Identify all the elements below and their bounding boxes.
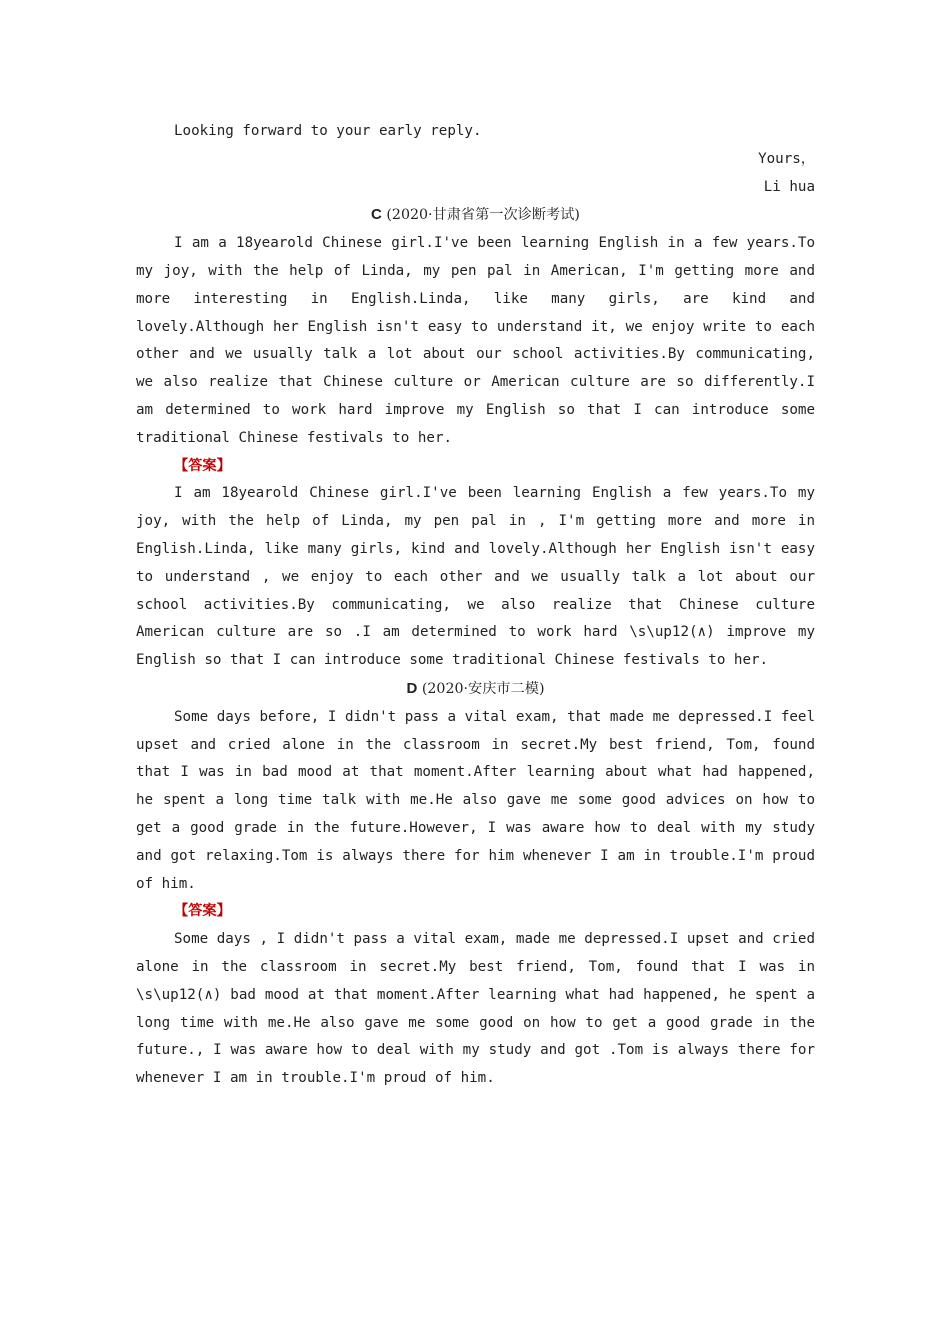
section-d-heading [136, 675, 815, 704]
section-d-source: (2020·安庆市二模) [421, 680, 545, 697]
letter-signature: Li hua [763, 178, 815, 195]
section-c-answer-label: 【答案】 [174, 457, 231, 474]
section-d-passage: Some days before, I didn't pass a vital exam, that made me depressed.I feel upset and cried alone in the classroom in secret.My best friend, Tom, found that I was in bad mood at that moment.After learning about what had happened, he spent a long time talk with me.He also gave me some good advices on how to get a good grade in the future.However, I was aware how to deal with my study and got relaxing.Tom is always there for him whenever I am in trouble.I'm proud of him. [136, 708, 815, 892]
section-c-source: (2020·甘肃省第一次诊断考试) [386, 207, 580, 224]
section-c-heading [136, 201, 815, 230]
section-d-letter: D [406, 679, 418, 697]
document-page [136, 118, 815, 1093]
section-c-passage: I am a 18yearold Chinese girl.I've been learning English in a few years.To my joy, with the help of Linda, my pen pal in American, I'm getting more and more interesting in English.Linda, like many girls, are kind and lovely.Although her English isn't easy to understand it, we enjoy write to each other and we usually talk a lot about our school activities.By communicating, we also realize that Chinese culture or American culture are so differently.I am determined to work hard improve my English so that I can introduce some traditional Chinese festivals to her. [136, 235, 815, 446]
section-d-answer-label: 【答案】 [174, 903, 231, 920]
section-d-answer: Some days , I didn't pass a vital exam, made me depressed.I upset and cried alone in the classroom in secret.My best friend, Tom, found that I was in \s\up12(∧) bad mood at that moment.After learning what had happened, he spent a long time with me.He also gave me some good on how to get a good grade in the future., I was aware how to deal with my study and got .Tom is always there for whenever I am in trouble.I'm proud of him. [136, 931, 815, 1087]
section-c-letter: C [371, 206, 382, 224]
section-c-answer: I am 18yearold Chinese girl.I've been learning English a few years.To my joy, with the help of Linda, my pen pal in , I'm getting more and more in English.Linda, like many girls, kind and lovely.Although her English isn't easy to understand , we enjoy to each other and we usually talk a lot about our school activities.By communicating, we also realize that Chinese culture American culture are so .I am determined to work hard \s\up12(∧) improve my English so that I can introduce some traditional Chinese festivals to her. [136, 485, 815, 669]
letter-closing-line: Looking forward to your early reply. [174, 123, 482, 139]
letter-signoff: Yours， [758, 150, 815, 167]
